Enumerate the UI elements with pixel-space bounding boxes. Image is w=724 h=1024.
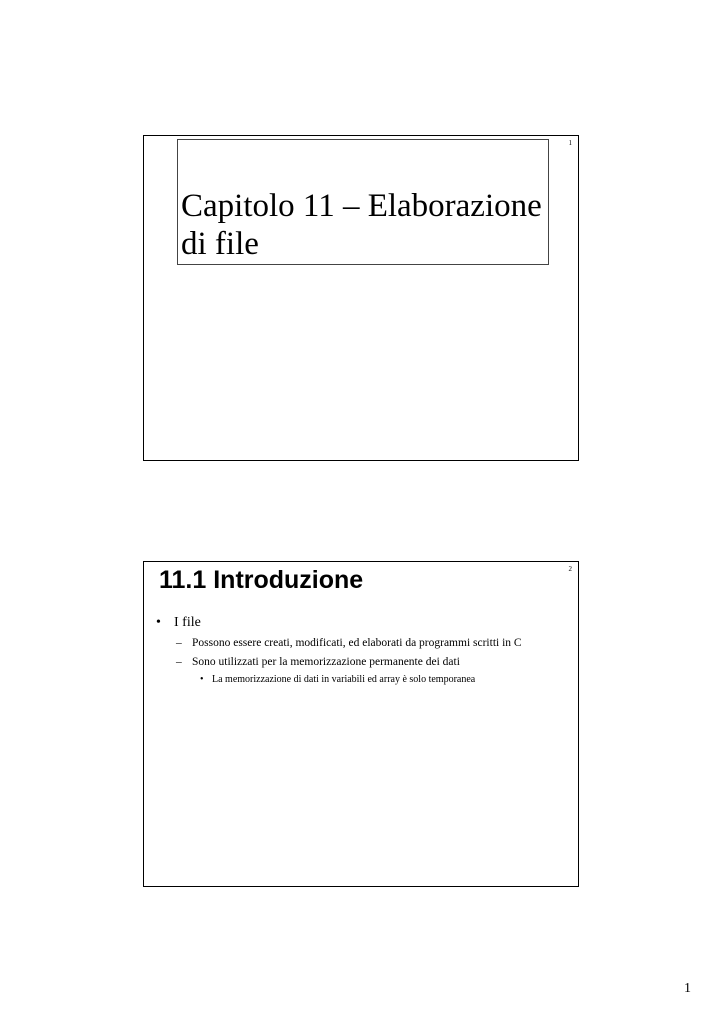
sub-sub-bullet-text: La memorizzazione di dati in variabili ed array è solo temporanea (212, 674, 476, 685)
bullet-text: I file (174, 615, 201, 630)
sub-sub-bullet-item (156, 673, 568, 686)
sub-bullet-text: Sono utilizzati per la memorizzazione permanente dei dati (192, 656, 460, 668)
sub-bullet-item (156, 636, 568, 651)
slide-number: 1 (568, 139, 572, 147)
bullet-marker: • (200, 674, 204, 685)
bullet-item (156, 614, 568, 632)
slide-number: 2 (568, 565, 572, 573)
slide-1 (143, 135, 579, 461)
bullet-marker: • (156, 615, 161, 630)
page-number: 1 (684, 981, 691, 996)
slide-title: Capitolo 11 – Elaborazione di file (181, 188, 542, 262)
sub-bullet-item (156, 655, 568, 670)
slide-2 (143, 561, 579, 887)
title-placeholder (177, 139, 549, 265)
sub-bullet-text: Possono essere creati, modificati, ed elaborati da programmi scritti in C (192, 637, 522, 649)
dash-marker: – (176, 637, 182, 649)
dash-marker: – (176, 656, 182, 668)
bullet-list (156, 614, 568, 686)
slide-heading: 11.1 Introduzione (159, 566, 364, 594)
